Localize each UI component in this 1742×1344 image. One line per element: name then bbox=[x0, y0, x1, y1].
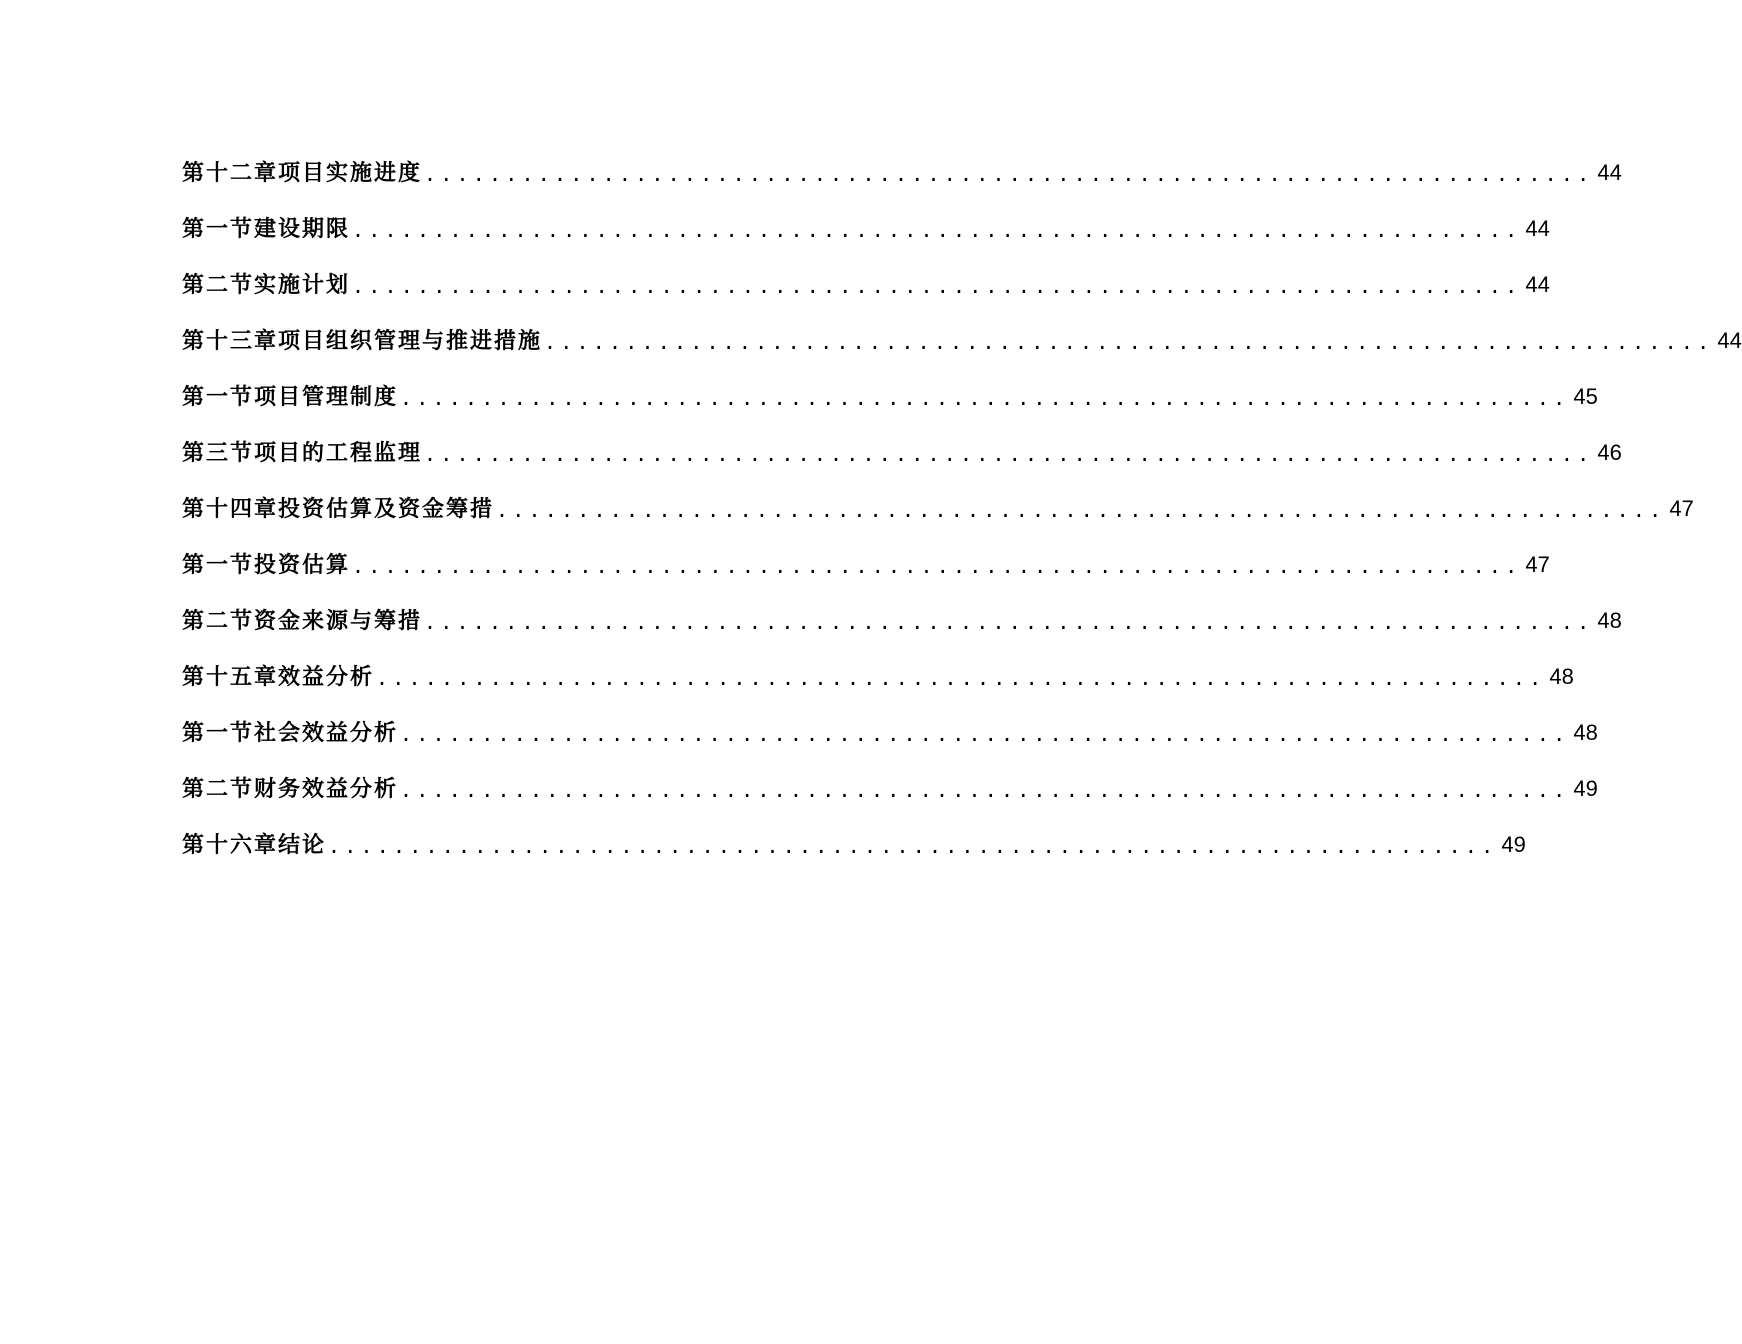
toc-entry-page: 44 bbox=[1525, 216, 1550, 241]
toc-entry-page: 48 bbox=[1549, 664, 1574, 689]
toc-dot-leader: ........................................................................ bbox=[376, 666, 1546, 690]
toc-entry-page: 49 bbox=[1573, 776, 1598, 801]
toc-entry-page: 44 bbox=[1717, 328, 1742, 353]
toc-entry-page: 45 bbox=[1573, 384, 1598, 409]
toc-entry-number: 第十三章 bbox=[182, 328, 279, 354]
toc-entry[interactable] bbox=[182, 688, 1598, 746]
toc-entry[interactable] bbox=[182, 240, 1550, 298]
toc-entry-title: 建设期限 bbox=[254, 216, 351, 242]
toc-entry-page: 44 bbox=[1525, 272, 1550, 297]
toc-entry[interactable] bbox=[182, 464, 1694, 522]
toc-dot-leader: ........................................................................ bbox=[352, 554, 1522, 578]
toc-dot-leader: ........................................................................ bbox=[424, 442, 1594, 466]
toc-entry-number: 第十二章 bbox=[182, 160, 279, 186]
toc-entry-title: 结论 bbox=[278, 832, 327, 858]
toc-dot-leader: ........................................................................ bbox=[400, 386, 1570, 410]
toc-entry[interactable] bbox=[182, 184, 1550, 242]
toc-dot-leader: ........................................................................ bbox=[424, 610, 1594, 634]
toc-entry-title: 项目的工程监理 bbox=[254, 440, 423, 466]
toc-entry-number: 第二节 bbox=[182, 608, 255, 634]
table-of-contents bbox=[182, 128, 1742, 858]
toc-entry-title: 实施计划 bbox=[254, 272, 351, 298]
toc-entry[interactable] bbox=[182, 520, 1550, 578]
toc-entry-page: 46 bbox=[1597, 440, 1622, 465]
toc-entry[interactable] bbox=[182, 408, 1622, 466]
toc-entry[interactable] bbox=[182, 576, 1622, 634]
toc-entry-page: 47 bbox=[1525, 552, 1550, 577]
toc-dot-leader: ........................................................................ bbox=[544, 330, 1714, 354]
toc-entry-page: 47 bbox=[1669, 496, 1694, 521]
toc-entry-number: 第三节 bbox=[182, 440, 255, 466]
toc-entry-number: 第一节 bbox=[182, 552, 255, 578]
toc-entry-title: 投资估算及资金筹措 bbox=[278, 496, 495, 522]
toc-entry[interactable] bbox=[182, 296, 1742, 354]
toc-entry[interactable] bbox=[182, 632, 1574, 690]
toc-entry-page: 44 bbox=[1597, 160, 1622, 185]
toc-entry-number: 第十六章 bbox=[182, 832, 279, 858]
toc-dot-leader: ........................................................................ bbox=[328, 834, 1498, 858]
toc-entry-number: 第一节 bbox=[182, 720, 255, 746]
toc-entry-title: 项目实施进度 bbox=[278, 160, 423, 186]
toc-dot-leader: ........................................................................ bbox=[424, 162, 1594, 186]
toc-entry-page: 48 bbox=[1597, 608, 1622, 633]
toc-entry-page: 48 bbox=[1573, 720, 1598, 745]
toc-entry-number: 第十四章 bbox=[182, 496, 279, 522]
toc-dot-leader: ........................................................................ bbox=[352, 218, 1522, 242]
toc-entry-title: 财务效益分析 bbox=[254, 776, 399, 802]
toc-entry-number: 第二节 bbox=[182, 776, 255, 802]
toc-dot-leader: ........................................................................ bbox=[496, 498, 1666, 522]
toc-entry-title: 社会效益分析 bbox=[254, 720, 399, 746]
toc-entry-number: 第十五章 bbox=[182, 664, 279, 690]
toc-entry-number: 第一节 bbox=[182, 216, 255, 242]
toc-dot-leader: ........................................................................ bbox=[400, 778, 1570, 802]
toc-entry[interactable] bbox=[182, 800, 1526, 858]
toc-entry[interactable] bbox=[182, 128, 1622, 186]
toc-entry-title: 效益分析 bbox=[278, 664, 375, 690]
toc-entry-page: 49 bbox=[1501, 832, 1526, 857]
toc-entry-title: 项目管理制度 bbox=[254, 384, 399, 410]
toc-dot-leader: ........................................................................ bbox=[400, 722, 1570, 746]
toc-entry-title: 投资估算 bbox=[254, 552, 351, 578]
toc-entry[interactable] bbox=[182, 352, 1598, 410]
toc-entry-title: 资金来源与筹措 bbox=[254, 608, 423, 634]
toc-entry-title: 项目组织管理与推进措施 bbox=[278, 328, 543, 354]
toc-entry[interactable] bbox=[182, 744, 1598, 802]
toc-entry-number: 第二节 bbox=[182, 272, 255, 298]
toc-dot-leader: ........................................................................ bbox=[352, 274, 1522, 298]
toc-entry-number: 第一节 bbox=[182, 384, 255, 410]
